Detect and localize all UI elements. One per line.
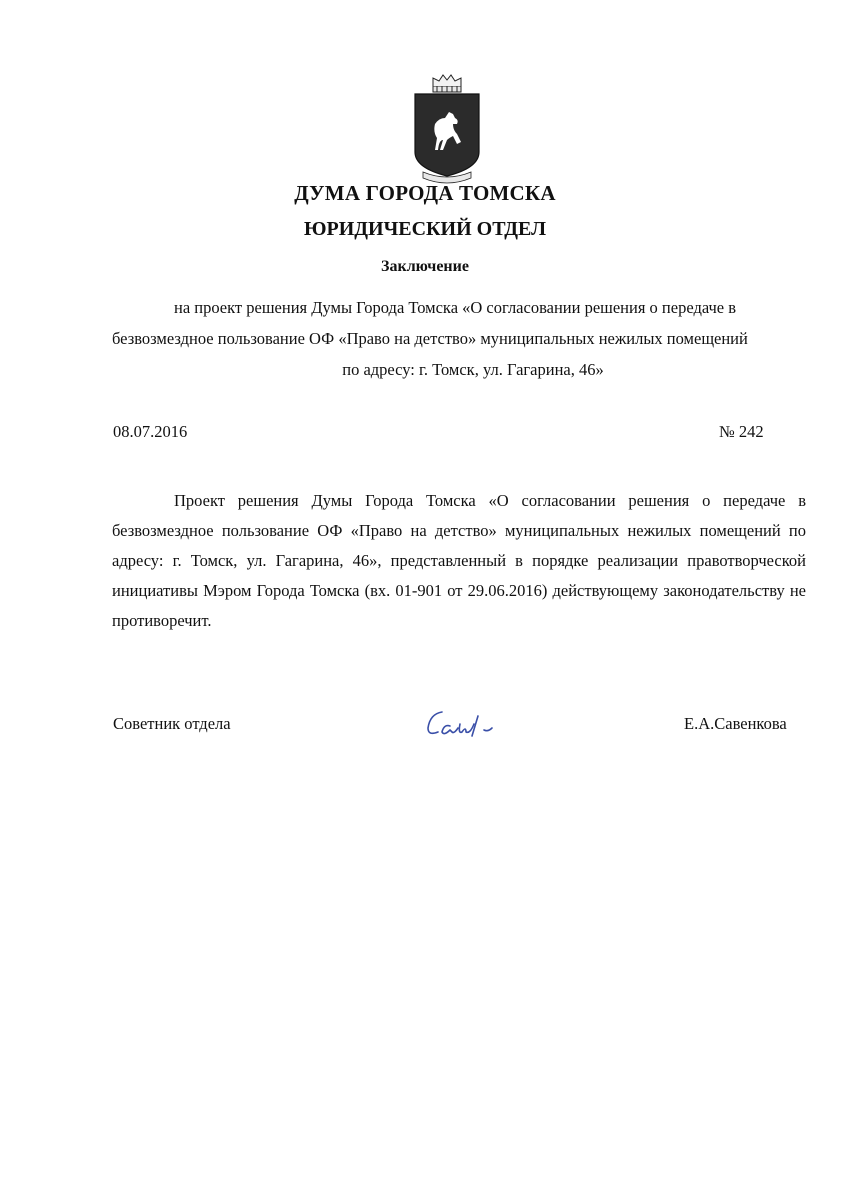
document-date: 08.07.2016: [113, 422, 188, 441]
document-subject: [112, 292, 792, 385]
department-title: ЮРИДИЧЕСКИЙ ОТДЕЛ: [303, 218, 547, 240]
subject-line: по адресу: г. Томск, ул. Гагарина, 46»: [342, 360, 604, 379]
subject-line: на проект решения Думы Города Томска «О согласовании решения о передаче в: [174, 298, 737, 317]
signatory-name: Е.А.Савенкова: [684, 714, 787, 733]
organization-title: ДУМА ГОРОДА ТОМСКА: [294, 181, 556, 205]
document-number: № 242: [719, 422, 764, 441]
handwritten-signature: [420, 702, 520, 742]
subject-line: безвозмездное пользование ОФ «Право на детство» муниципальных нежилых помещений: [112, 329, 748, 348]
signatory-position: Советник отдела: [113, 714, 231, 733]
document-type: Заключение: [381, 258, 469, 275]
document-body: Проект решения Думы Города Томска «О согласовании решения о передаче в безвозмездное пользование ОФ «Право на детство» муниципальных нежилых помещений по адресу: г. Томск, ул. Гагарина, 46», представленный в порядке реализации правотворческой инициативы Мэром Города Томска (вх. 01-901 от 29.06.2016) действующему законодательству не противоречит.: [112, 491, 806, 630]
coat-of-arms-icon: [413, 72, 481, 184]
